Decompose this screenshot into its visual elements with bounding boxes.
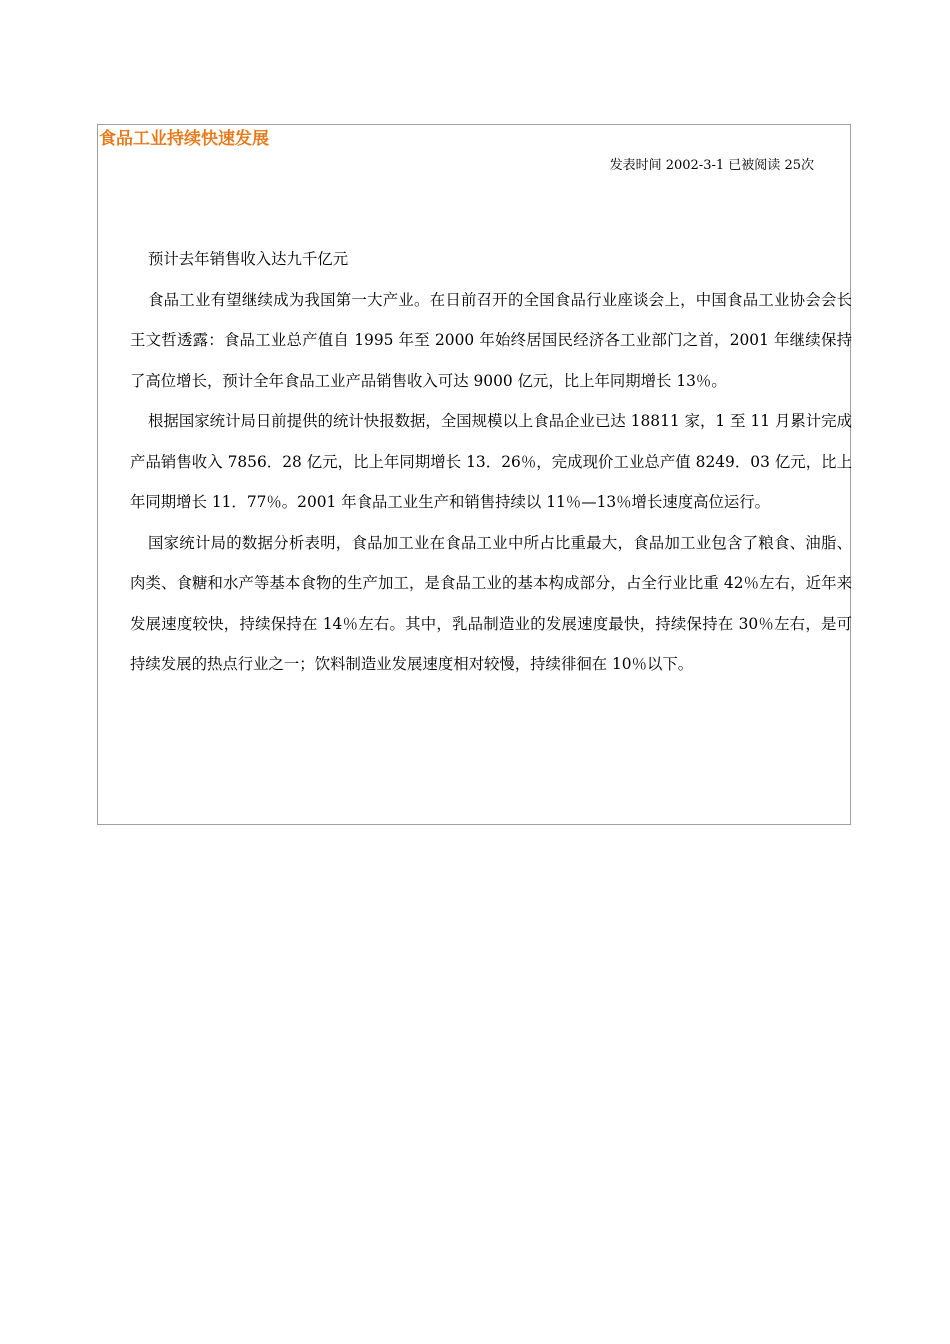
article-container: [97, 124, 851, 825]
read-label: 已被阅读: [728, 158, 781, 173]
article-subtitle: 预计去年销售收入达九千亿元: [148, 250, 349, 268]
article-paragraph: 根据国家统计局日前提供的统计快报数据，全国规模以上食品企业已达 18811 家，1 至 11 月累计完成产品销售收入 7856．28 亿元，比上年同期增长 13．26％，完成现价工业总产值 8249．03 亿元，比上年同期增长 11．77％。2001 年食品工业生产和销售持续以 11％—13％增长速度高位运行。: [130, 412, 852, 511]
article-title: 食品工业持续快速发展: [99, 129, 269, 149]
article-paragraph: 食品工业有望继续成为我国第一大产业。在日前召开的全国食品行业座谈会上，中国食品工业协会会长王文哲透露：食品工业总产值自 1995 年至 2000 年始终居国民经济各工业部门之首，2001 年继续保持了高位增长，预计全年食品工业产品销售收入可达 9000 亿元，比上年同期增长 13％。: [130, 290, 852, 390]
article-paragraph: 国家统计局的数据分析表明，食品加工业在食品工业中所占比重最大，食品加工业包含了粮食、油脂、肉类、食糖和水产等基本食物的生产加工，是食品工业的基本构成部分，占全行业比重 42％左右，近年来发展速度较快，持续保持在 14％左右。其中，乳品制造业的发展速度最快，持续保持在 30％左右，是可持续发展的热点行业之一；饮料制造业发展速度相对较慢，持续徘徊在 10％以下。: [130, 533, 852, 673]
published-date: 2002-3-1: [665, 158, 725, 173]
read-unit: 次: [800, 158, 814, 173]
article-meta: [610, 157, 814, 175]
article-body: [130, 239, 852, 685]
published-label: 发表时间: [609, 158, 662, 173]
read-count: 25: [784, 158, 801, 173]
